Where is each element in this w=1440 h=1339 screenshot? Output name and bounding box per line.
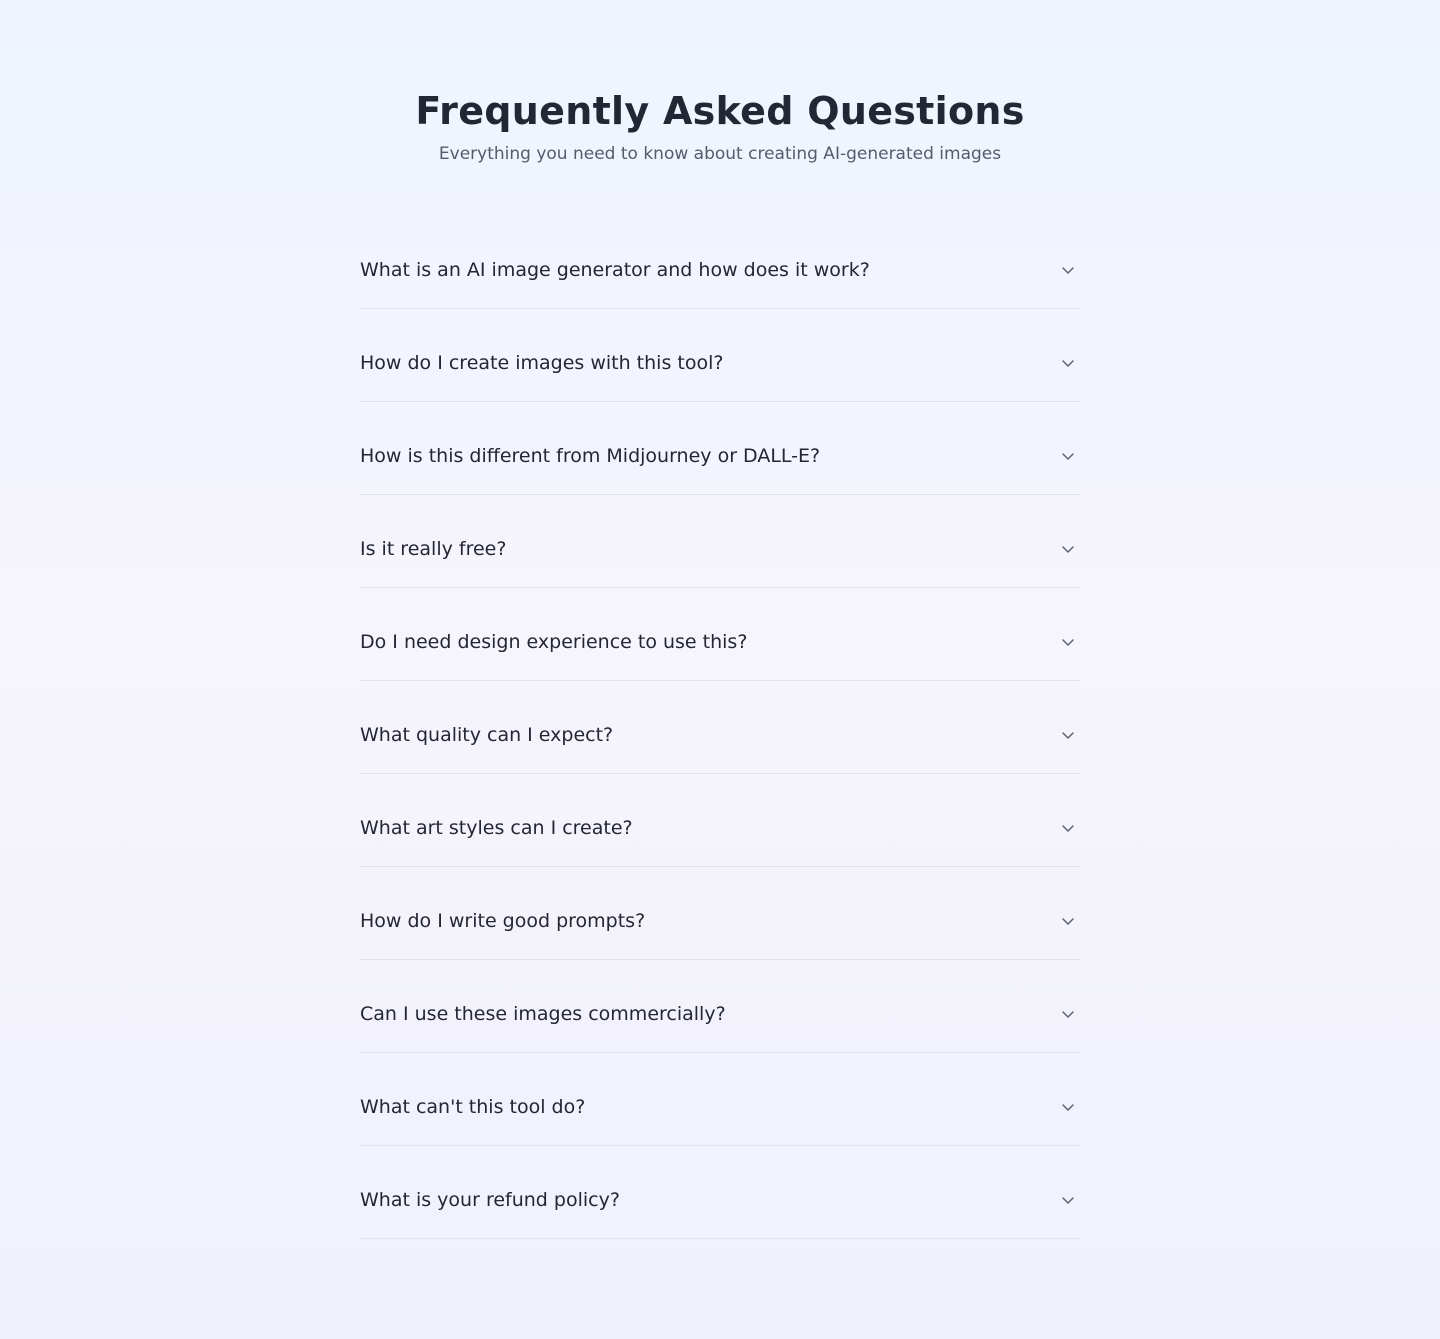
faq-item[interactable] bbox=[360, 216, 1080, 309]
faq-question: What quality can I expect? bbox=[360, 724, 614, 746]
chevron-down-icon[interactable] bbox=[1060, 1099, 1076, 1115]
faq-item[interactable] bbox=[360, 960, 1080, 1053]
chevron-down-icon[interactable] bbox=[1060, 355, 1076, 371]
faq-question: Do I need design experience to use this? bbox=[360, 631, 748, 653]
faq-header bbox=[0, 0, 1440, 208]
faq-list bbox=[360, 216, 1080, 1239]
faq-question: What can't this tool do? bbox=[360, 1096, 586, 1118]
faq-question: How do I write good prompts? bbox=[360, 910, 646, 932]
chevron-down-icon[interactable] bbox=[1060, 262, 1076, 278]
chevron-down-icon[interactable] bbox=[1060, 541, 1076, 557]
chevron-down-icon[interactable] bbox=[1060, 1006, 1076, 1022]
faq-question: How do I create images with this tool? bbox=[360, 352, 724, 374]
chevron-down-icon[interactable] bbox=[1060, 448, 1076, 464]
chevron-down-icon[interactable] bbox=[1060, 913, 1076, 929]
chevron-down-icon[interactable] bbox=[1060, 820, 1076, 836]
faq-question: Can I use these images commercially? bbox=[360, 1003, 726, 1025]
chevron-down-icon[interactable] bbox=[1060, 1192, 1076, 1208]
faq-item[interactable] bbox=[360, 1146, 1080, 1239]
page-title: Frequently Asked Questions bbox=[415, 89, 1025, 133]
faq-item[interactable] bbox=[360, 1053, 1080, 1146]
faq-question: Is it really free? bbox=[360, 538, 507, 560]
chevron-down-icon[interactable] bbox=[1060, 727, 1076, 743]
faq-item[interactable] bbox=[360, 495, 1080, 588]
faq-item[interactable] bbox=[360, 588, 1080, 681]
page-subtitle: Everything you need to know about creating AI-generated images bbox=[438, 144, 1002, 164]
faq-item[interactable] bbox=[360, 402, 1080, 495]
faq-question: What is your refund policy? bbox=[360, 1189, 620, 1211]
faq-item[interactable] bbox=[360, 867, 1080, 960]
faq-question: What is an AI image generator and how does it work? bbox=[360, 259, 870, 281]
faq-item[interactable] bbox=[360, 774, 1080, 867]
chevron-down-icon[interactable] bbox=[1060, 634, 1076, 650]
faq-item[interactable] bbox=[360, 681, 1080, 774]
faq-question: How is this different from Midjourney or DALL-E? bbox=[360, 445, 821, 467]
faq-question: What art styles can I create? bbox=[360, 817, 633, 839]
faq-item[interactable] bbox=[360, 309, 1080, 402]
